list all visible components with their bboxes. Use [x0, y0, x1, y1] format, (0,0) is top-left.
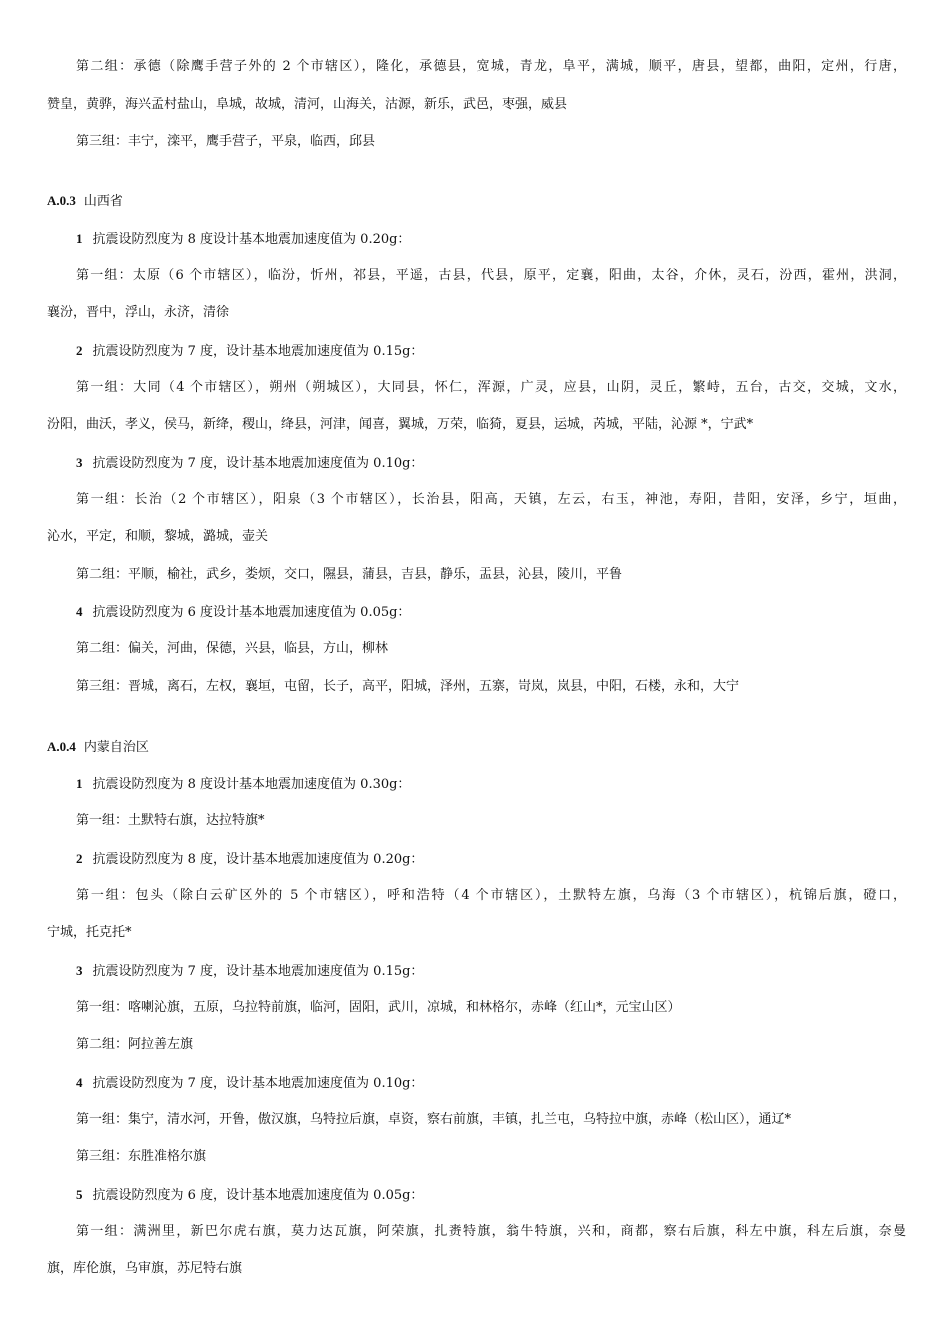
neimenggu-item-2: [76, 850, 423, 869]
shanxi-item1-group1-line2: 襄汾，晋中，浮山，永济，清徐: [47, 305, 230, 320]
neimenggu-item3-group1: 第一组：喀喇沁旗，五原，乌拉特前旗，临河，固阳，武川，凉城，和林格尔，赤峰（红山*，元宝山区）: [76, 1000, 681, 1015]
neimenggu-item-4: [76, 1074, 423, 1093]
item-text: 抗震设防烈度为 8 度设计基本地震加速度值为 0.30g：: [92, 777, 411, 792]
shanxi-item2-group1-line2: 汾阳，曲沃，孝义，侯马，新绛，稷山，绛县，河津，闻喜，翼城，万荣，临猗，夏县，运城，芮城，平陆，沁源 *，宁武*: [47, 417, 754, 432]
item-text: 抗震设防烈度为 6 度，设计基本地震加速度值为 0.05g：: [92, 1188, 424, 1203]
section-title: 内蒙自治区: [83, 740, 149, 755]
section-heading-neimenggu: [47, 738, 149, 757]
neimenggu-item5-group1-line1: 第一组：满洲里，新巴尔虎右旗，莫力达瓦旗，阿荣旗，扎赉特旗，翁牛特旗，兴和，商都，察右后旗，科左中旗，科左后旗，奈曼: [76, 1224, 906, 1239]
item-text: 抗震设防烈度为 7 度，设计基本地震加速度值为 0.15g：: [92, 344, 424, 359]
neimenggu-item2-group1-line1: 第一组：包头（除白云矿区外的 5 个市辖区），呼和浩特（4 个市辖区），土默特左旗，乌海（3 个市辖区），杭锦后旗，磴口，: [76, 888, 906, 903]
shanxi-item-3: [76, 454, 423, 473]
neimenggu-item5-group1-line2: 旗，库伦旗，乌审旗，苏尼特右旗: [47, 1261, 243, 1276]
section-number: A.0.4: [47, 739, 76, 754]
shanxi-item4-group2: 第二组：偏关，河曲，保德，兴县，临县，方山，柳林: [76, 641, 389, 656]
neimenggu-item4-group1: 第一组：集宁，清水河，开鲁，傲汉旗，乌特拉后旗，卓资，察右前旗，丰镇，扎兰屯，乌特拉中旗，赤峰（松山区），通辽*: [76, 1112, 792, 1127]
shanxi-item4-group3: 第三组：晋城，离石，左权，襄垣，屯留，长子，高平，阳城，泽州，五寨，岢岚，岚县，中阳，石楼，永和，大宁: [76, 679, 740, 694]
item-number: 1: [76, 231, 83, 246]
item-number: 1: [76, 776, 83, 791]
shanxi-item-1: [76, 230, 410, 249]
neimenggu-item-1: [76, 775, 410, 794]
item-text: 抗震设防烈度为 6 度设计基本地震加速度值为 0.05g：: [92, 605, 411, 620]
section-heading-shanxi: [47, 192, 123, 211]
shanxi-item1-group1-line1: 第一组：太原（6 个市辖区），临汾，忻州，祁县，平遥，古县，代县，原平，定襄，阳曲，太谷，介休，灵石，汾西，霍州，洪洞，: [76, 268, 906, 283]
item-text: 抗震设防烈度为 7 度，设计基本地震加速度值为 0.15g：: [92, 964, 424, 979]
neimenggu-item4-group3: 第三组：东胜准格尔旗: [76, 1149, 207, 1164]
shanxi-item3-group1-line2: 沁水，平定，和顺，黎城，潞城，壶关: [47, 529, 269, 544]
item-text: 抗震设防烈度为 8 度设计基本地震加速度值为 0.20g：: [92, 232, 411, 247]
section-number: A.0.3: [47, 193, 76, 208]
item-number: 2: [76, 851, 83, 866]
neimenggu-item-5: [76, 1186, 423, 1205]
item-number: 4: [76, 604, 83, 619]
item-number: 4: [76, 1075, 83, 1090]
neimenggu-item1-group1: 第一组：土默特右旗，达拉特旗*: [76, 813, 265, 828]
shanxi-item3-group1-line1: 第一组：长治（2 个市辖区），阳泉（3 个市辖区），长治县，阳高，天镇，左云，右玉，神池，寿阳，昔阳，安泽，乡宁，垣曲，: [76, 492, 906, 507]
neimenggu-item-3: [76, 962, 423, 981]
hebei-group2-line2: 赞皇，黄骅，海兴孟村盐山，阜城，故城，清河，山海关，沽源，新乐，武邑，枣强，威县: [47, 97, 568, 112]
shanxi-item3-group2: 第二组：平顺，榆社，武乡，娄烦，交口，隰县，蒲县，吉县，静乐，盂县，沁县，陵川，平鲁: [76, 567, 623, 582]
neimenggu-item2-group1-line2: 宁城，托克托*: [47, 925, 132, 940]
shanxi-item2-group1-line1: 第一组：大同（4 个市辖区），朔州（朔城区），大同县，怀仁，浑源，广灵，应县，山阴，灵丘，繁峙，五台，古交，交城，文水，: [76, 380, 906, 395]
item-text: 抗震设防烈度为 8 度，设计基本地震加速度值为 0.20g：: [92, 852, 424, 867]
item-text: 抗震设防烈度为 7 度，设计基本地震加速度值为 0.10g：: [92, 456, 424, 471]
hebei-group2-line1: 第二组：承德（除鹰手营子外的 2 个市辖区），隆化，承德县，宽城，青龙，阜平，满城，顺平，唐县，望都，曲阳，定州，行唐，: [76, 59, 906, 74]
neimenggu-item3-group2: 第二组：阿拉善左旗: [76, 1037, 194, 1052]
item-number: 2: [76, 343, 83, 358]
item-number: 5: [76, 1187, 83, 1202]
hebei-group3: 第三组：丰宁，滦平，鹰手营子，平泉，临西，邱县: [76, 134, 376, 149]
section-title: 山西省: [83, 194, 123, 209]
item-number: 3: [76, 455, 83, 470]
item-text: 抗震设防烈度为 7 度，设计基本地震加速度值为 0.10g：: [92, 1076, 424, 1091]
shanxi-item-2: [76, 342, 423, 361]
shanxi-item-4: [76, 603, 410, 622]
item-number: 3: [76, 963, 83, 978]
